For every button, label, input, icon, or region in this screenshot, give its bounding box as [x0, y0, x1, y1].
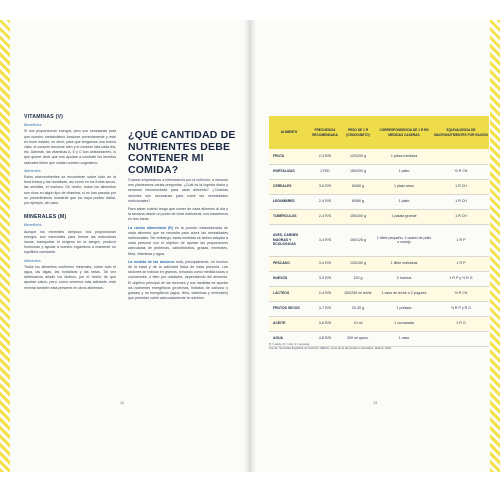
table-cell: 1 vaso de leche o 2 yogures [375, 286, 433, 301]
book-gutter [244, 20, 256, 472]
page-title: ¿QUÉ CANTIDAD DE NUTRIENTES DEBE CONTENER MI COMIDA? [128, 129, 236, 176]
table-cell: ½ R P y R G [433, 301, 489, 316]
left-page [0, 20, 250, 472]
table-cell: 1 pieza mediana [375, 149, 433, 164]
intro-paragraph: Cuando empezamos a interesarnos por la nutrición, a menudo nos planteamos varias preguntas: ¿Cuál es la ingesta diaria y semanal recomendada para cada alimento? ¿Cuántas raciones son necesarias para cubrir las necesidades nutricionales? [128, 178, 228, 203]
header-macronutrients: EQUIVALENCIA DE MACRONUTRIENTES POR RACIÓN [433, 116, 489, 149]
table-cell: 2-3 R/D [309, 149, 341, 164]
table-cell: 1 cucharada [375, 316, 433, 331]
table-cell-food: TUBÉRCULOS [269, 209, 309, 224]
table-row [269, 194, 489, 209]
footnote-abbreviations: R = ración; D = día; S = semana. [269, 342, 310, 346]
table-cell: 60/80 g [341, 194, 375, 209]
table-cell: 1 R P [433, 224, 489, 256]
table-cell: 1 R CH [433, 194, 489, 209]
table-cell-food: ACEITE [269, 316, 309, 331]
table-cell: 1 puñado [375, 301, 433, 316]
table-row [269, 164, 489, 179]
measure-paragraph [128, 260, 228, 302]
footnote-source: Fuente: Sociedad Española de Nutrición (SENC). Guía de la alimentación saludable, Madrid, 2004. [269, 346, 392, 350]
table-cell: 1 R CH [433, 179, 489, 194]
header-frequency: FRECUENCIA RECOMENDADA [309, 116, 341, 149]
measure-text: está, principalmente, en función de la edad y de la actividad física de cada persona. Las raciones se indican en gramos, tomando como medida tazas o cucharones, o bien por unidades, dependiendo del alimento. El objetivo principal de las raciones y sus medidas es aportar los nutrientes energéticos (proteínas, hidratos de carbono y grasas) y no energéticos (agua, fibra, vitaminas y minerales) que permitan cubrir adecuadamente la nutrición. [128, 259, 228, 301]
table-cell-food: AGUA [269, 331, 309, 346]
table-row [269, 256, 489, 271]
table-header-row [269, 116, 489, 149]
table-cell: 2-4 R/S [309, 209, 341, 224]
table-cell: 1 R P y ½ R G [433, 271, 489, 286]
table-row [269, 301, 489, 316]
table-cell: 3-7 R/S [309, 301, 341, 316]
table-cell-food: AVES, CARNES MAGRAS Y ECOLÓGICAS [269, 224, 309, 256]
vitamins-benefits-text: Si nos proporcionan energía, pero son necesarias para que nuestro metabolismo funcione correctamente y esté en buen estado, es decir, para que tengamos una buena vista, el corazón funcione bien y el corazón lata cada día, etc. Además, las vitaminas A, E y C son antioxidantes, lo que quiere decir que nos ayudan a combatir los temidos radicales libres que oxidan nuestro organismo. [24, 129, 116, 165]
table-row [269, 209, 489, 224]
table-cell: 200 ml aprox. [341, 331, 375, 346]
table-cell: 1 R CH [433, 209, 489, 224]
ration-table [269, 116, 489, 347]
table-cell-food: PESCADO [269, 256, 309, 271]
table-cell: 3-5 R/S [309, 271, 341, 286]
table-row [269, 179, 489, 194]
ration-text: es la porción estandarizada de cada alimento que se necesita para cubrir las necesidades nutricionales. Sin embargo, estas medidas se deben adaptar a cada persona con el objetivo de aportar las proporciones adecuadas de proteínas, carbohidratos, grasas, minerales, fibra, vitaminas y agua. [128, 225, 228, 256]
table-cell: 200/250 ml leche [341, 286, 375, 301]
table-cell-food: FRUTOS SECOS [269, 301, 309, 316]
page-number-right: 13 [373, 401, 377, 405]
table-cell-food: FRUTA [269, 149, 309, 164]
table-cell-food: LÁCTEOS [269, 286, 309, 301]
table-cell: 2-4 R/D [309, 286, 341, 301]
decorative-stripes-left [0, 20, 10, 472]
table-cell: ½ R CH [433, 164, 489, 179]
table-cell: 125/150 g [341, 256, 375, 271]
table-cell: 4-8 R/D [309, 331, 341, 346]
table-cell: 2 huevos [375, 271, 433, 286]
table-cell: 120/200 g [341, 149, 375, 164]
header-weight: PESO DE 1 R (CRUDO/NETO) [341, 116, 375, 149]
table-cell: 1 filete individual [375, 256, 433, 271]
minerals-foods-text: Todos los alimentos contienen minerales, sobre todo el agua, las algas, las hortalizas y las setas. Tal vez deberíamos añadir los lácteos, por el hecho de que aportan calcio, pero, como veremos más adelante, este mineral también está presente en otros alimentos. [24, 264, 116, 290]
table-cell: 3-6 R/D [309, 316, 341, 331]
table-cell: 1 R P [433, 256, 489, 271]
table-cell: 100/125 g [341, 224, 375, 256]
minerals-heading: MINERALES (M) [24, 214, 67, 221]
table-cell-food: HORTALIZAS [269, 164, 309, 179]
table-cell-food: CEREALES [269, 179, 309, 194]
minerals-benefits-subheading: Beneficios [24, 223, 42, 228]
header-household-measure: CORRESPONDENCIA DE 1 R EN MEDIDAS CASERAS [375, 116, 433, 149]
vitamins-benefits-subheading: Beneficios [24, 123, 42, 128]
table-cell: 120 g [341, 271, 375, 286]
table-cell: 1 plato [375, 164, 433, 179]
table-cell: 3-6 R/S [309, 179, 341, 194]
measure-lead: La medida de las raciones [128, 259, 175, 264]
table-cell: 1 plato [375, 194, 433, 209]
table-cell: ½ R CH [433, 286, 489, 301]
left-column [24, 115, 116, 294]
table-cell: 1 vaso [375, 331, 433, 346]
table-cell: 150/200 g [341, 164, 375, 179]
decorative-stripes-right [490, 20, 500, 472]
table-row [269, 316, 489, 331]
vitamins-foods-subheading: Alimentos [24, 168, 41, 173]
page-number-left: 12 [120, 401, 124, 405]
minerals-benefits-text: Aunque los minerales tampoco nos proporcionan energía, son esenciales para formar las estructuras óseas, transportar el oxígeno en la sangre, producir hormonas y ayudar a nuestro organismo a mantener un equilibrio constante. [24, 229, 116, 255]
ration-paragraph [128, 226, 228, 257]
vitamins-heading: VITAMINAS (V) [24, 114, 64, 120]
ideas-paragraph: Para saber cuánto tengo que comer de cada alimento al día y la semana desde un punto de vista nutricional, nos basaremos en dos ideas: [128, 207, 228, 222]
table-cell: 1 patata grande [375, 209, 433, 224]
table-cell: 10 ml [341, 316, 375, 331]
table-cell: 150/200 g [341, 209, 375, 224]
table-row [269, 149, 489, 164]
right-column [128, 178, 228, 304]
table-cell: 20-30 g [341, 301, 375, 316]
minerals-foods-subheading: Alimentos [24, 258, 41, 263]
table-cell: 60/80 g [341, 179, 375, 194]
book-spread [0, 20, 500, 472]
table-cell: 1 plato arroz [375, 179, 433, 194]
table-cell: 2-4 R/S [309, 194, 341, 209]
header-food: ALIMENTO [269, 116, 309, 149]
table-cell [433, 149, 489, 164]
vitamins-foods-text: Estos micronutrientes se encuentran sobre todo en la fruta fresca y las hortalizas, así como en los frutos secos, las semillas, el marisco. De hecho, todos los alimentos son ricos en algún tipo de vitamina, si no han pasado por un procedimiento industrial que los haya podido dañar, por ejemplo, del calor. [24, 175, 116, 206]
table-row [269, 271, 489, 286]
table-cell: 3-4 R/S [309, 224, 341, 256]
table-cell: 1 filete pequeño, 1 cuarto de pollo o conejo [375, 224, 433, 256]
table-row [269, 286, 489, 301]
table-cell: 1 R G [433, 316, 489, 331]
table-footnote [269, 342, 489, 350]
table-cell: 3-4 R/S [309, 256, 341, 271]
table-row [269, 224, 489, 256]
table-body [269, 149, 489, 346]
table-cell-food: HUEVOS [269, 271, 309, 286]
table-cell-food: LEGUMBRES [269, 194, 309, 209]
table-cell: 2 R/D [309, 164, 341, 179]
ration-lead: La ración alimentaria (R) [128, 225, 173, 230]
